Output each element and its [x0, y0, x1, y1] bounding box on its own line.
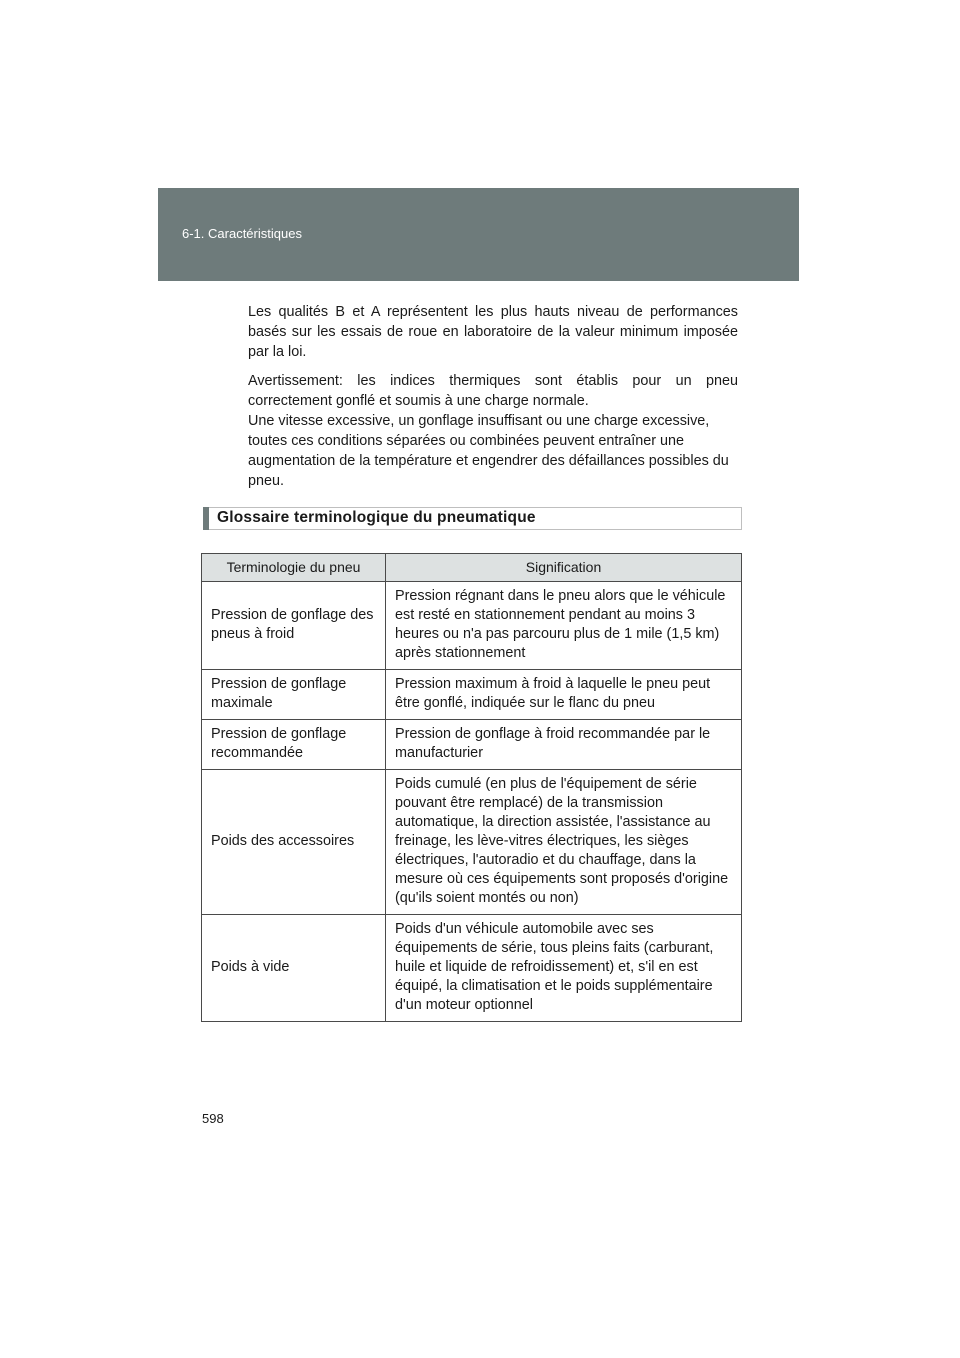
table-row	[202, 670, 742, 720]
glossary-table	[201, 553, 742, 1022]
term-cell: Pression de gonflage des pneus à froid	[202, 582, 386, 670]
table-row	[202, 770, 742, 915]
glossary-title: Glossaire terminologique du pneumatique	[217, 509, 536, 526]
term-cell: Pression de gonflage recommandée	[202, 720, 386, 770]
meaning-cell: Pression maximum à froid à laquelle le pneu peut être gonflé, indiquée sur le flanc du pneu	[386, 670, 742, 720]
meaning-cell: Pression de gonflage à froid recommandée par le manufacturier	[386, 720, 742, 770]
meaning-cell: Poids d'un véhicule automobile avec ses équipements de série, tous pleins faits (carburant, huile et liquide de refroidissement) et, s'il en est équipé, la climatisation et le poids supplémentaire d'un moteur optionnel	[386, 915, 742, 1022]
section-label: 6-1. Caractéristiques	[182, 226, 302, 241]
warning-line: Avertissement: les indices thermiques sont établis pour un pneu correctement gonflé et soumis à une charge normale.	[248, 373, 738, 409]
table-header-row	[202, 554, 742, 582]
heading-accent-bar	[203, 507, 209, 530]
term-cell: Poids des accessoires	[202, 770, 386, 915]
column-header-meaning: Signification	[386, 554, 742, 582]
page-number: 598	[202, 1111, 224, 1126]
column-header-term: Terminologie du pneu	[202, 554, 386, 582]
term-cell: Poids à vide	[202, 915, 386, 1022]
table-row	[202, 915, 742, 1022]
table-row	[202, 720, 742, 770]
intro-text	[248, 302, 738, 500]
table-row	[202, 582, 742, 670]
warning-line: Une vitesse excessive, un gonflage insuffisant ou une charge excessive, toutes ces conditions séparées ou combinées peuvent entraîner une augmentation de la température et engendrer des défaillances possibles du pneu.	[248, 413, 729, 489]
warning-paragraph	[248, 371, 738, 491]
meaning-cell: Pression régnant dans le pneu alors que le véhicule est resté en stationnement pendant au moins 3 heures ou n'a pas parcouru plus de 1 mile (1,5 km) après stationnement	[386, 582, 742, 670]
intro-paragraph: Les qualités B et A représentent les plus hauts niveau de performances basés sur les essais de roue en laboratoire de la valeur minimum imposée par la loi.	[248, 304, 738, 360]
meaning-cell: Poids cumulé (en plus de l'équipement de série pouvant être remplacé) de la transmission automatique, la direction assistée, l'assistance au freinage, les lève-vitres électriques, les sièges électriques, l'autoradio et du chauffage, dans la mesure où ces équipements sont proposés d'origine (qu'ils soient montés ou non)	[386, 770, 742, 915]
glossary-heading	[203, 507, 742, 530]
chapter-header-band	[158, 188, 799, 281]
term-cell: Pression de gonflage maximale	[202, 670, 386, 720]
